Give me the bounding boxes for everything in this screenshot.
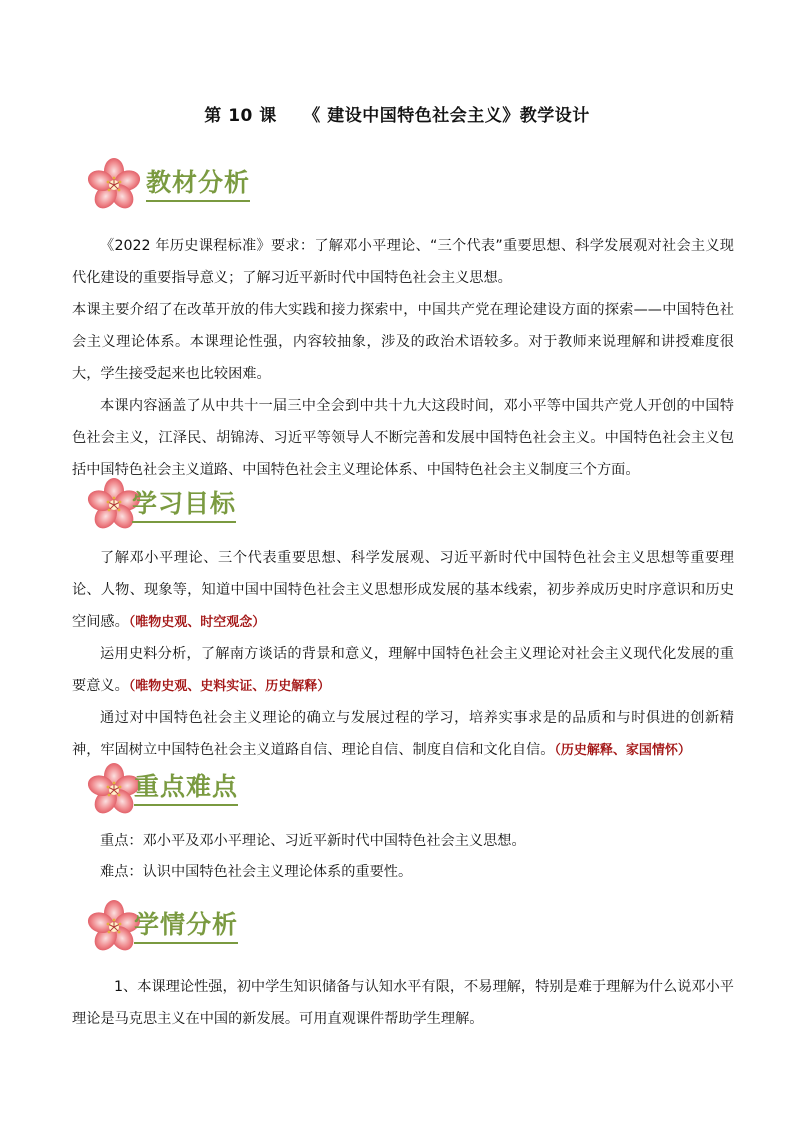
paragraph: 重点：邓小平及邓小平理论、习近平新时代中国特色社会主义思想。	[100, 833, 526, 849]
page-title: 第 10 课 《 建设中国特色社会主义》教学设计	[204, 106, 590, 126]
paragraph	[72, 638, 734, 703]
paragraph: 《2022 年历史课程标准》要求：了解邓小平理论、“三个代表”重要思想、科学发展观对社会主义现代化建设的重要指导意义；了解习近平新时代中国特色社会主义思想。	[72, 238, 734, 286]
paragraph	[72, 542, 734, 639]
paragraph	[72, 702, 734, 767]
paragraph-text: 了解邓小平理论、三个代表重要思想、科学发展观、习近平新时代中国特色社会主义思想等重要理论、人物、现象等，知道中国中国特色社会主义思想形成发展的基本线索，初步养成历史时序意识和历史空间感。	[72, 550, 734, 630]
paragraph: 1、本课理论性强，初中学生知识储备与认知水平有限，不易理解，特别是难于理解为什么说邓小平理论是马克思主义在中国的新发展。可用直观课件帮助学生理解。	[72, 979, 734, 1027]
paragraph-text: 通过对中国特色社会主义理论的确立与发展过程的学习，培养实事求是的品质和与时俱进的创新精神，牢固树立中国特色社会主义道路自信、理论自信、制度自信和文化自信。	[72, 710, 734, 758]
competency-note: （唯物史观、史料实证、历史解释）	[128, 679, 331, 694]
section-title: 学习目标	[132, 488, 236, 523]
plum-blossom-icon	[84, 155, 144, 215]
competency-note: （唯物史观、时空观念）	[128, 615, 266, 630]
paragraph: 难点：认识中国特色社会主义理论体系的重要性。	[100, 864, 413, 880]
paragraph: 本课主要介绍了在改革开放的伟大实践和接力探索中，中国共产党在理论建设方面的探索——中国特色社会主义理论体系。本课理论性强，内容较抽象，涉及的政治术语较多。对于教师来说理解和讲授难度很大，学生接受起来也比较困难。	[72, 302, 734, 382]
section-title: 教材分析	[146, 167, 250, 202]
section-title: 学情分析	[134, 909, 238, 944]
competency-note: （历史解释、家国情怀）	[554, 743, 691, 758]
section-heading-key-points	[84, 760, 384, 820]
paragraph-text: 运用史料分析，了解南方谈话的背景和意义，理解中国特色社会主义理论对社会主义现代化发展的重要意义。	[72, 646, 734, 694]
paragraph: 本课内容涵盖了从中共十一届三中全会到中共十九大这段时间，邓小平等中国共产党人开创的中国特色社会主义，江泽民、胡锦涛、习近平等领导人不断完善和发展中国特色社会主义。中国特色社会主义包括中国特色社会主义道路、中国特色社会主义理论体系、中国特色社会主义制度三个方面。	[72, 398, 734, 478]
section-heading-learning-objectives	[84, 475, 384, 535]
section-heading-textbook-analysis	[84, 155, 384, 215]
section-heading-student-analysis	[84, 897, 384, 957]
section-title: 重点难点	[134, 771, 238, 806]
